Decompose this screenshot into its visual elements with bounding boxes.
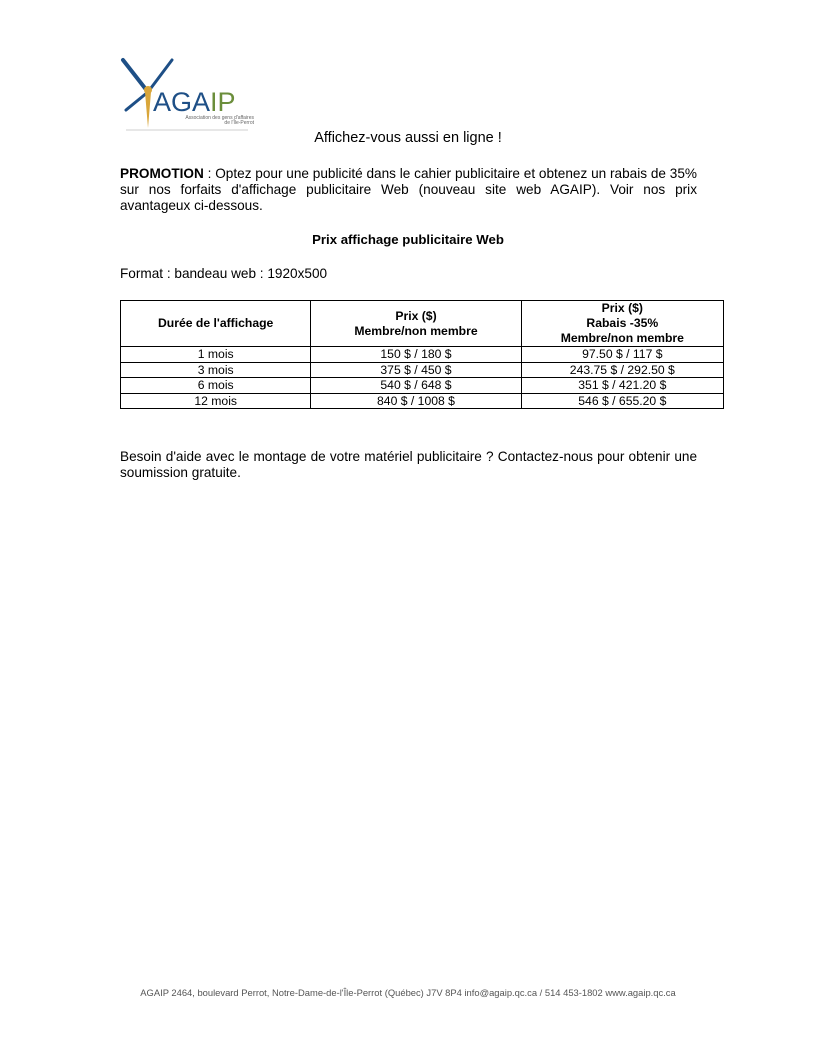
help-paragraph: Besoin d'aide avec le montage de votre matériel publicitaire ? Contactez-nous pour obtenir une soumission gratuite. (120, 449, 697, 480)
page-title: Affichez-vous aussi en ligne ! (314, 130, 502, 146)
table-row (121, 362, 724, 378)
section-subtitle: Prix affichage publicitaire Web (312, 232, 504, 247)
header-discount-price: Prix ($) Rabais -35% Membre/non membre (521, 301, 723, 347)
header-duration: Durée de l'affichage (121, 301, 311, 347)
table-row (121, 347, 724, 363)
cell-price: 150 $ / 180 $ (311, 347, 521, 363)
cell-price: 840 $ / 1008 $ (311, 393, 521, 409)
header-price: Prix ($) Membre/non membre (311, 301, 521, 347)
promotion-paragraph (120, 166, 697, 214)
cell-duration: 6 mois (121, 378, 311, 394)
logo-wordmark: AGAIP (153, 87, 236, 117)
logo-subtitle: Association des gens d'affaires de l'Île-Perrot (185, 115, 254, 126)
cell-duration: 3 mois (121, 362, 311, 378)
format-line: Format : bandeau web : 1920x500 (120, 266, 328, 281)
cell-price: 375 $ / 450 $ (311, 362, 521, 378)
page-footer: AGAIP 2464, boulevard Perrot, Notre-Dame-de-l'Île-Perrot (Québec) J7V 8P4 info@agaip.qc.ca / 514 453-1802 www.agaip.qc.ca (140, 987, 676, 998)
cell-discount-price: 97.50 $ / 117 $ (521, 347, 723, 363)
table-header-row (121, 301, 724, 347)
promotion-text: : Optez pour une publicité dans le cahier publicitaire et obtenez un rabais de 35% sur nos forfaits d'affichage publicitaire Web (nouveau site web AGAIP). Voir nos prix avantageux ci-dessous. (120, 166, 697, 213)
cell-discount-price: 243.75 $ / 292.50 $ (521, 362, 723, 378)
table-row (121, 393, 724, 409)
promotion-label: PROMOTION (120, 166, 204, 181)
cell-duration: 1 mois (121, 347, 311, 363)
cell-discount-price: 546 $ / 655.20 $ (521, 393, 723, 409)
agaip-logo (118, 52, 258, 136)
price-table (120, 300, 724, 409)
cell-discount-price: 351 $ / 421.20 $ (521, 378, 723, 394)
cell-price: 540 $ / 648 $ (311, 378, 521, 394)
cell-duration: 12 mois (121, 393, 311, 409)
table-row (121, 378, 724, 394)
